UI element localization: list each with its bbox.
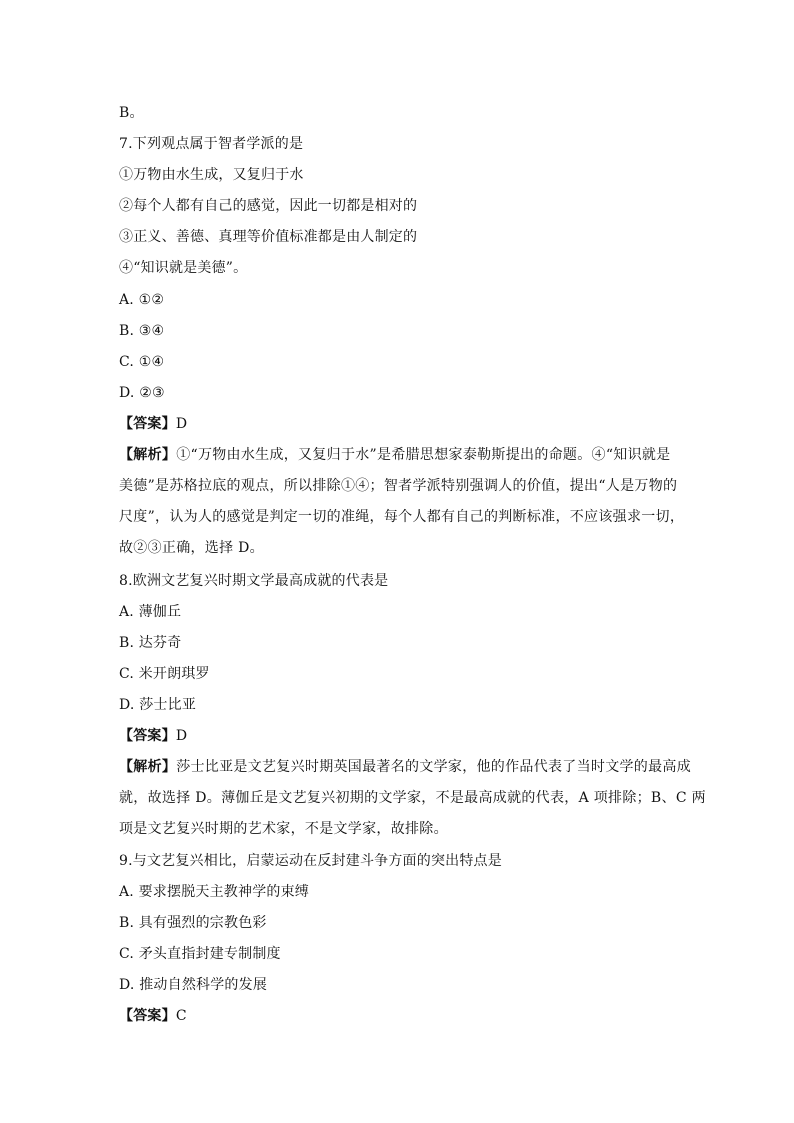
explanation-line: 项是文艺复兴时期的艺术家，不是文学家，故排除。: [119, 821, 448, 837]
answer-label: 【答案】: [119, 728, 176, 744]
q8-explanation: [119, 757, 706, 850]
explanation-line: 就，故选择 D。薄伽丘是文艺复兴初期的文学家，不是最高成就的代表，A 项排除；B、C 两: [119, 790, 706, 806]
q7-option-c: C. ①④: [119, 354, 165, 370]
q9-stem: 9.与文艺复兴相比，启蒙运动在反封建斗争方面的突出特点是: [119, 853, 502, 869]
q8-stem: 8.欧洲文艺复兴时期文学最高成就的代表是: [119, 573, 389, 589]
previous-answer-tail: B。: [119, 105, 144, 121]
q7-stem: 7.下列观点属于智者学派的是: [119, 136, 304, 152]
q7-option-a: A. ①②: [119, 292, 165, 308]
explanation-line: 故②③正确，选择 D。: [119, 540, 264, 556]
q8-option-a: A. 薄伽丘: [119, 604, 182, 620]
q7-option-b: B. ③④: [119, 323, 165, 339]
explanation-line: [119, 445, 679, 476]
q9-answer: [119, 1006, 679, 1026]
q7-statement-2: ②每个人都有自己的感觉，因此一切都是相对的: [119, 198, 418, 214]
answer-value: C: [175, 1008, 187, 1024]
q9-option-d: D. 推动自然科学的发展: [119, 977, 268, 993]
explanation-text: 莎士比亚是文艺复兴时期英国最著名的文学家，他的作品代表了当时文学的最高成: [176, 759, 692, 775]
answer-label: 【答案】: [119, 1008, 176, 1024]
explanation-label: 【解析】: [119, 447, 177, 463]
q7-statement-4: ④“知识就是美德”。: [119, 260, 248, 276]
answer-value: D: [175, 728, 188, 744]
q9-option-b: B. 具有强烈的宗教色彩: [119, 915, 267, 931]
q8-option-c: C. 米开朗琪罗: [119, 666, 210, 682]
q7-option-d: D. ②③: [119, 385, 165, 401]
q9-option-c: C. 矛头直指封建专制制度: [119, 946, 281, 962]
explanation-line: [119, 757, 692, 788]
q9-option-a: A. 要求摆脱天主教神学的束缚: [119, 884, 310, 900]
q7-statement-1: ①万物由水生成，又复归于水: [119, 167, 304, 183]
explanation-line: 美德”是苏格拉底的观点，所以排除①④；智者学派特别强调人的价值，提出“人是万物的: [119, 478, 678, 494]
answer-label: 【答案】: [119, 416, 176, 432]
q7-statement-3: ③正义、善德、真理等价值标准都是由人制定的: [119, 229, 418, 245]
explanation-label: 【解析】: [119, 759, 177, 775]
explanation-text: ①“万物由水生成，又复归于水”是希腊思想家泰勒斯提出的命题。④“知识就是: [176, 447, 671, 463]
answer-value: D: [175, 416, 188, 432]
explanation-line: 尺度”，认为人的感觉是判定一切的准绳，每个人都有自己的判断标准，不应该强求一切，: [119, 509, 685, 525]
q8-option-d: D. 莎士比亚: [119, 697, 197, 713]
q8-answer: [119, 726, 679, 746]
q7-answer: [119, 414, 679, 434]
q8-option-b: B. 达芬奇: [119, 635, 182, 651]
q7-explanation: [119, 445, 685, 569]
